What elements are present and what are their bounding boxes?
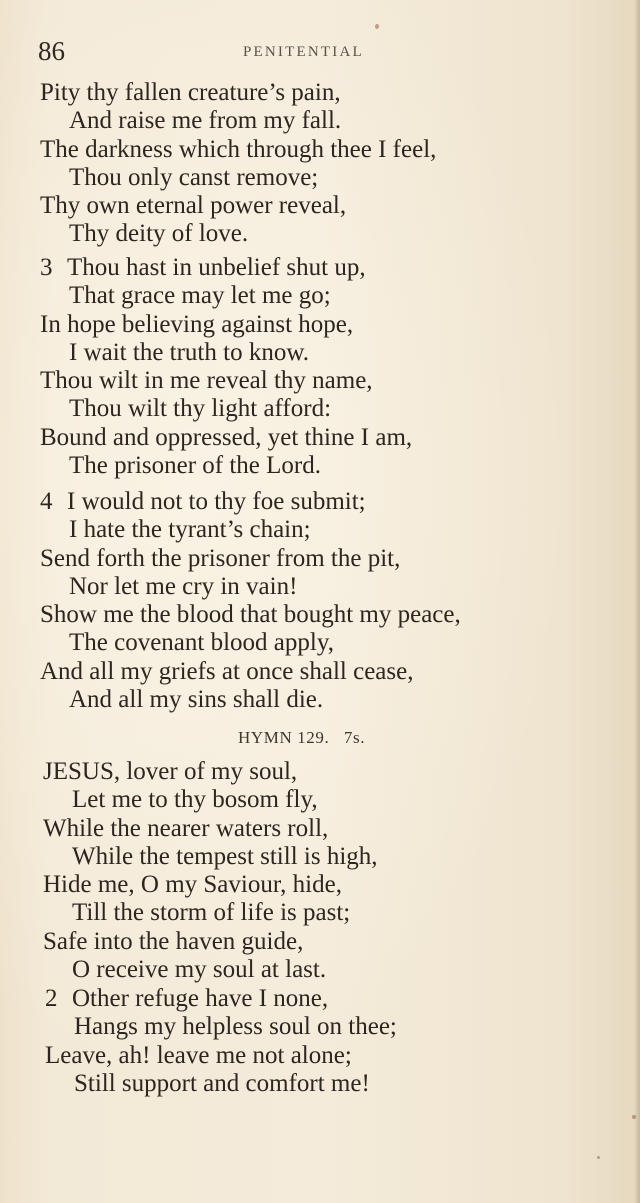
verse-line: Thou only canst remove; <box>69 163 319 191</box>
verse-text: I would not to thy foe submit; <box>67 488 366 515</box>
verse-line: In hope believing against hope, <box>40 310 354 338</box>
verse-line: Safe into the haven guide, <box>43 927 304 955</box>
verse-line: Till the storm of life is past; <box>72 899 351 927</box>
hymn-129-stanza-2 <box>45 985 625 1098</box>
verse-line: Thy own eternal power reveal, <box>40 192 347 220</box>
verse-line: Hangs my helpless soul on thee; <box>74 1013 397 1041</box>
verse-line: The darkness which through thee I feel, <box>40 135 437 163</box>
stanza-number: 2 <box>45 985 58 1012</box>
verse-line: I wait the truth to know. <box>69 338 310 366</box>
stanza-3 <box>40 254 620 480</box>
hymn-number: HYMN 129. <box>238 728 330 747</box>
verse-line: Bound and oppressed, yet thine I am, <box>40 423 413 451</box>
hymn-129-stanza-1 <box>43 758 623 984</box>
verse-line: I hate the tyrant’s chain; <box>69 516 311 544</box>
verse-line-numbered <box>40 488 620 516</box>
hymn-title <box>238 728 365 748</box>
verse-line: While the nearer waters roll, <box>43 814 329 842</box>
verse-line: The prisoner of the Lord. <box>69 452 322 480</box>
paper-speck <box>597 1156 600 1159</box>
verse-line: And all my sins shall die. <box>69 686 324 714</box>
verse-line: Show me the blood that bought my peace, <box>40 601 461 629</box>
running-head: PENITENTIAL <box>243 44 364 60</box>
verse-line: Thou wilt in me reveal thy name, <box>40 367 373 395</box>
page-header <box>0 34 640 68</box>
verse-line: While the tempest still is high, <box>72 842 378 870</box>
verse-line: Send forth the prisoner from the pit, <box>40 544 401 572</box>
verse-line: Pity thy fallen creature’s pain, <box>40 79 341 106</box>
verse-line-numbered <box>45 985 625 1013</box>
page-number: 86 <box>38 36 65 66</box>
page-edge-shadow <box>634 0 640 1203</box>
verse-text: Other refuge have I none, <box>72 985 329 1012</box>
verse-line: Nor let me cry in vain! <box>69 572 298 600</box>
verse-line: Thou wilt thy light afford: <box>69 395 332 423</box>
verse-line: Let me to thy bosom fly, <box>72 786 318 814</box>
stanza-number: 3 <box>40 254 53 281</box>
verse-line: Hide me, O my Saviour, hide, <box>43 871 342 899</box>
verse-line: O receive my soul at last. <box>72 956 327 984</box>
verse-line: Still support and comfort me! <box>74 1069 370 1097</box>
stanza-number: 4 <box>40 488 53 515</box>
verse-line: Leave, ah! leave me not alone; <box>45 1041 352 1069</box>
verse-text: Thou hast in unbelief shut up, <box>67 254 366 281</box>
paper-speck <box>632 1115 636 1119</box>
verse-line: The covenant blood apply, <box>69 629 334 657</box>
hymn-meter: 7s. <box>343 728 366 747</box>
verse-line: Thy deity of love. <box>69 220 249 248</box>
stanza-4 <box>40 488 620 714</box>
verse-line: JESUS, lover of my soul, <box>43 758 298 785</box>
stanza-2-end <box>40 79 620 249</box>
verse-line: That grace may let me go; <box>69 282 331 310</box>
verse-line-numbered <box>40 254 620 282</box>
paper-speck <box>375 24 379 29</box>
verse-line: And all my griefs at once shall cease, <box>40 657 414 685</box>
verse-line: And raise me from my fall. <box>69 107 342 135</box>
